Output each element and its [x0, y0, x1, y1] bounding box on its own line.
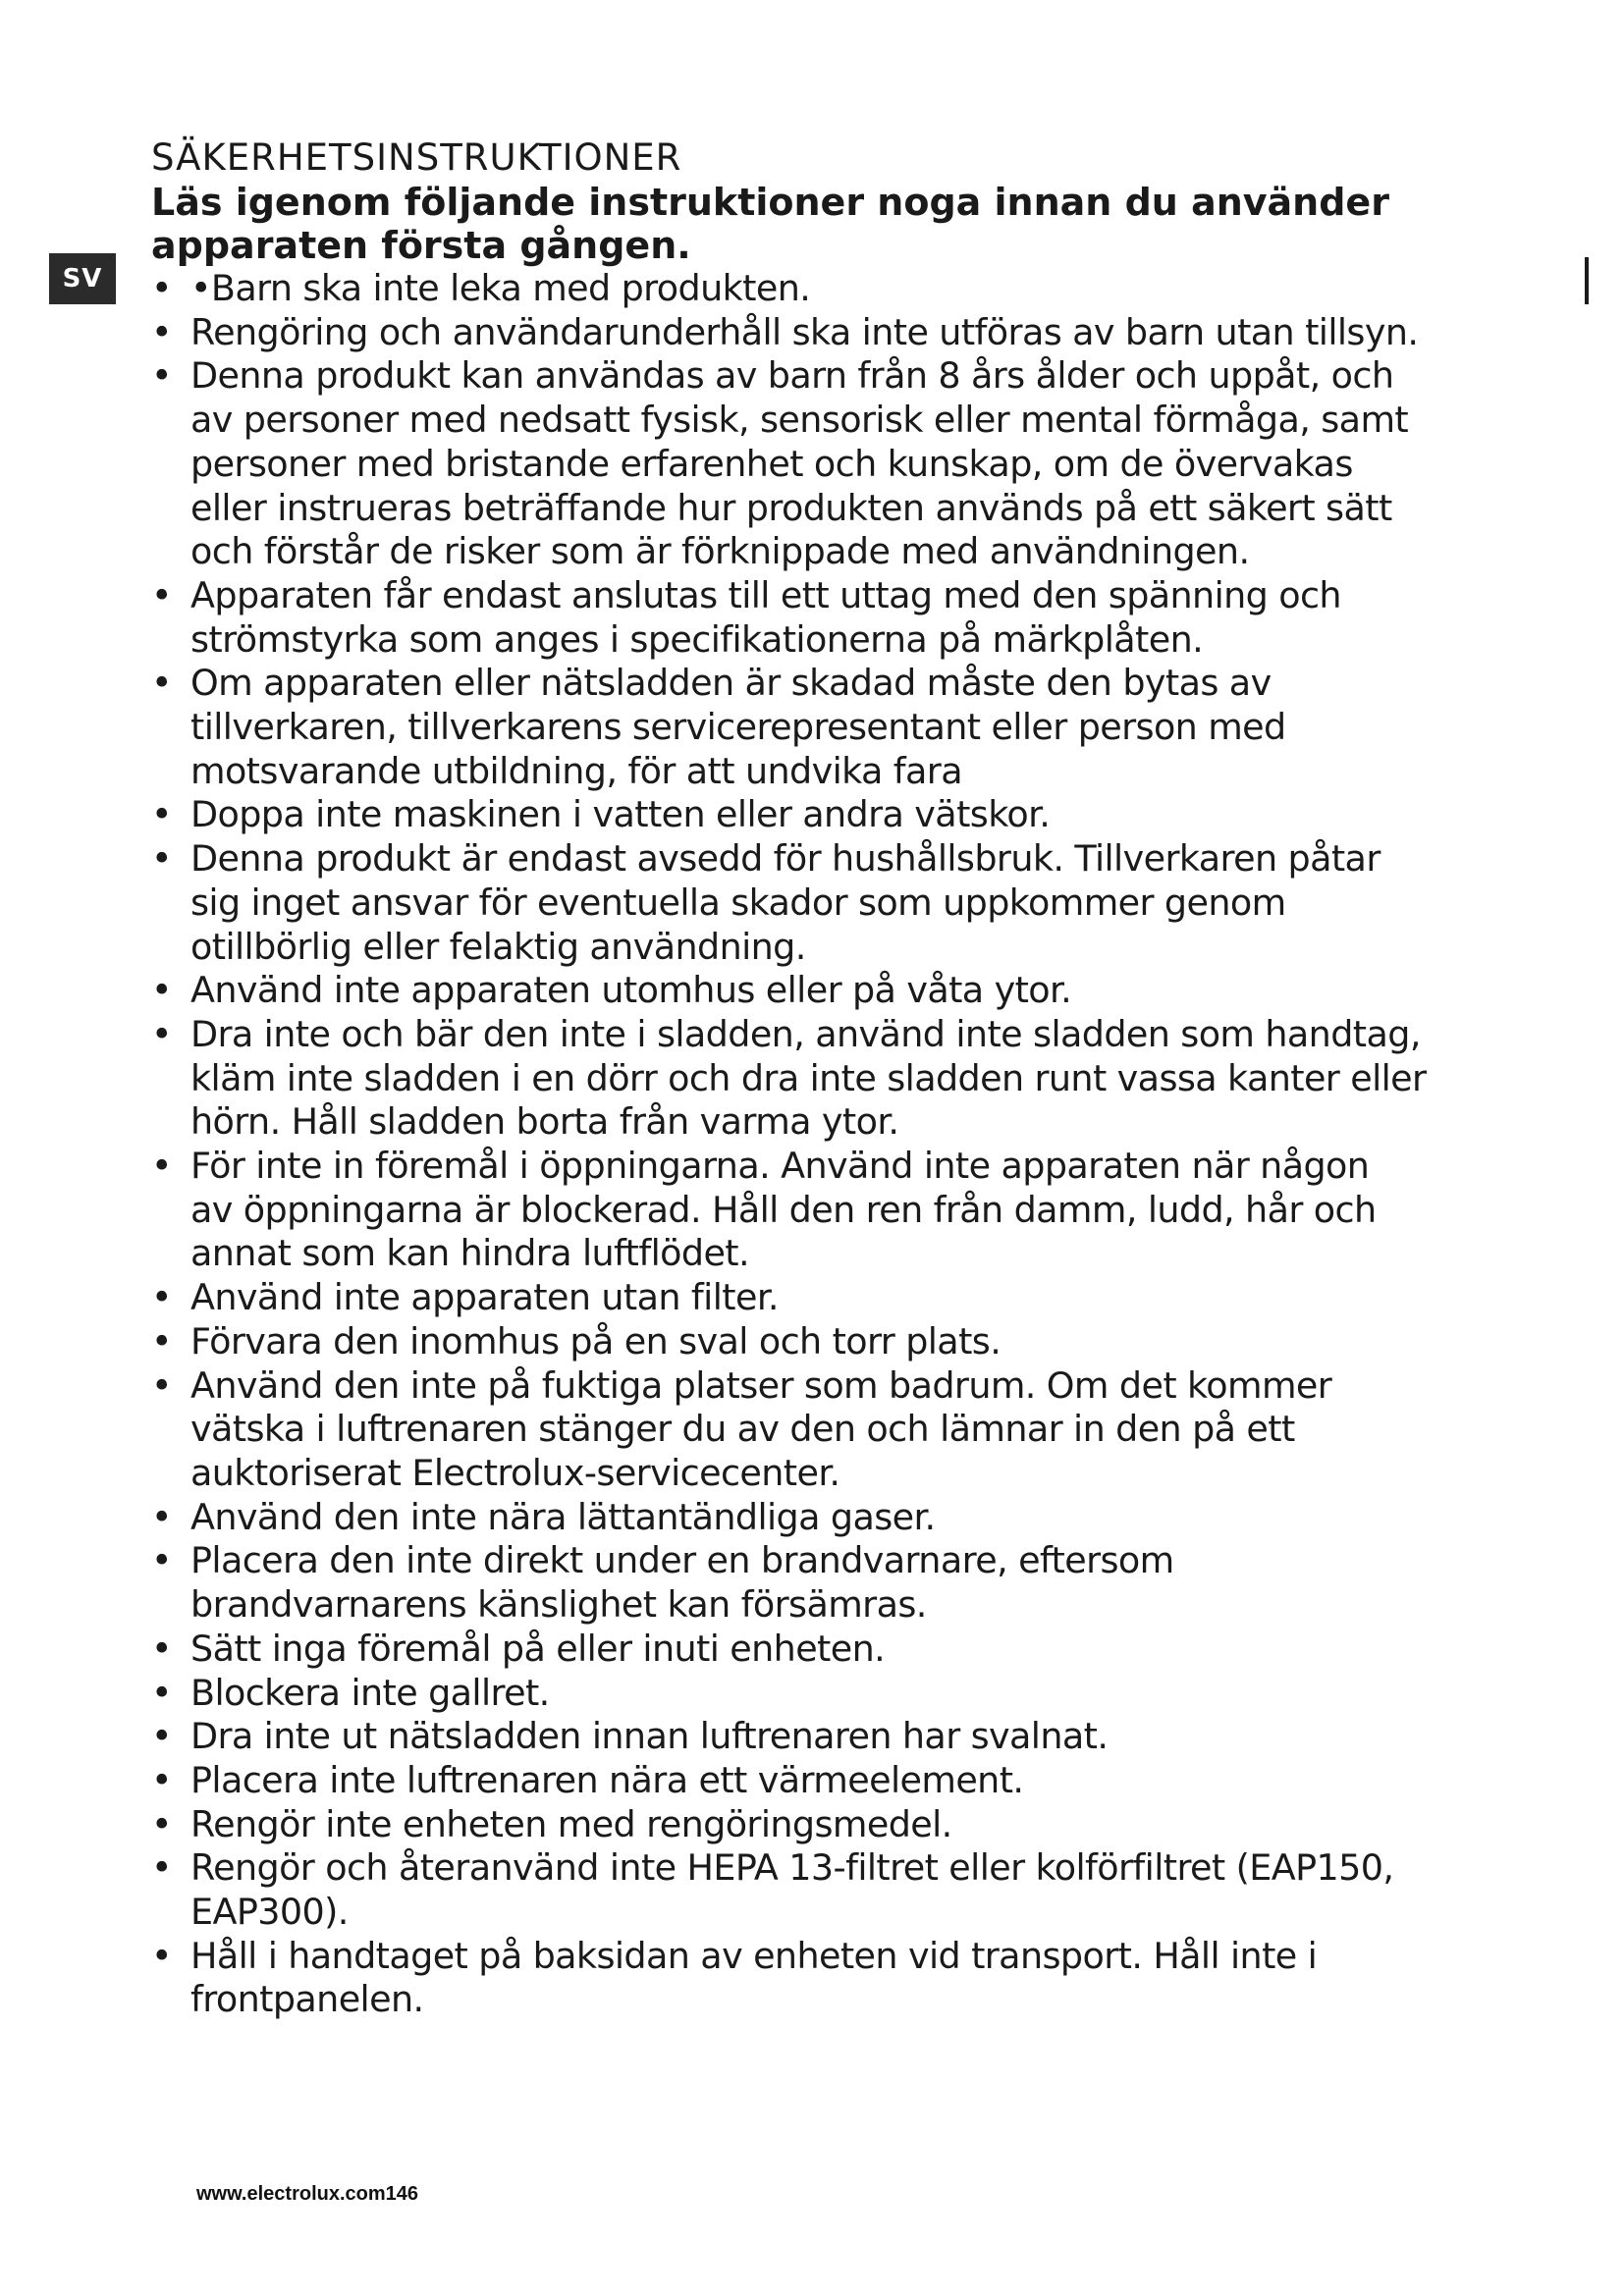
list-item: • Rengöring och användarunderhåll ska inte utföras av barn utan tillsyn. [151, 311, 1526, 355]
list-item: • Doppa inte maskinen i vatten eller andra vätskor. [151, 793, 1526, 837]
list-item: • Sätt inga föremål på eller inuti enheten. [151, 1628, 1526, 1672]
list-item: • Placera inte luftrenaren nära ett värmeelement. [151, 1759, 1526, 1803]
safety-section [151, 135, 1526, 2022]
list-item: • Dra inte ut nätsladden innan luftrenaren har svalnat. [151, 1715, 1526, 1759]
list-item: • Använd inte apparaten utan filter. [151, 1276, 1526, 1320]
section-title: SÄKERHETSINSTRUKTIONER [151, 136, 682, 179]
list-item: • Förvara den inomhus på en sval och torr plats. [151, 1320, 1526, 1364]
page-footer: www.electrolux.com146 [196, 2183, 419, 2205]
list-item: • Rengör och återanvänd inte HEPA 13-filtret eller kolförfiltret (EAP150, EAP300). [151, 1846, 1526, 1934]
list-item: • Använd den inte på fuktiga platser som badrum. Om det kommer vätska i luftrenaren stänger du av den och lämnar in den på ett auktoriserat Electrolux-servicecenter. [151, 1364, 1526, 1496]
list-item: • Blockera inte gallret. [151, 1672, 1526, 1716]
list-item: • Använd inte apparaten utomhus eller på våta ytor. [151, 969, 1526, 1013]
list-item: • Placera den inte direkt under en brandvarnare, eftersom brandvarnarens känslighet kan försämras. [151, 1539, 1526, 1627]
list-item: • Om apparaten eller nätsladden är skadad måste den bytas av tillverkaren, tillverkarens servicerepresentant eller person med motsvarande utbildning, för att undvika fara [151, 662, 1526, 793]
list-item: • Rengör inte enheten med rengöringsmedel. [151, 1803, 1526, 1847]
instruction-list [151, 267, 1526, 2022]
list-item: • Dra inte och bär den inte i sladden, använd inte sladden som handtag, kläm inte sladden i en dörr och dra inte sladden runt vassa kanter eller hörn. Håll sladden borta från varma ytor. [151, 1013, 1526, 1145]
list-item: • Denna produkt är endast avsedd för hushållsbruk. Tillverkaren påtar sig inget ansvar för eventuella skador som uppkommer genom otillbörlig eller felaktig användning. [151, 837, 1526, 969]
list-item: • För inte in föremål i öppningarna. Använd inte apparaten när någon av öppningarna är blockerad. Håll den ren från damm, ludd, hår och annat som kan hindra luftflödet. [151, 1145, 1526, 1276]
list-item: • •Barn ska inte leka med produkten. [151, 267, 1526, 311]
list-item: • Denna produkt kan användas av barn från 8 års ålder och uppåt, och av personer med nedsatt fysisk, sensorisk eller mental förmåga, samt personer med bristande erfarenhet och kunskap, om de övervakas eller instrueras beträffande hur produkten används på ett säkert sätt och förstår de risker som är förknippade med användningen. [151, 354, 1526, 574]
list-item: • Använd den inte nära lättantändliga gaser. [151, 1496, 1526, 1540]
language-tab: SV [49, 253, 116, 304]
intro-text: Läs igenom följande instruktioner noga innan du använder apparaten första gången. [151, 181, 1389, 267]
list-item: • Håll i handtaget på baksidan av enheten vid transport. Håll inte i frontpanelen. [151, 1935, 1526, 2022]
list-item: • Apparaten får endast anslutas till ett uttag med den spänning och strömstyrka som anges i specifikationerna på märkplåten. [151, 574, 1526, 662]
edge-marker [1585, 257, 1589, 304]
